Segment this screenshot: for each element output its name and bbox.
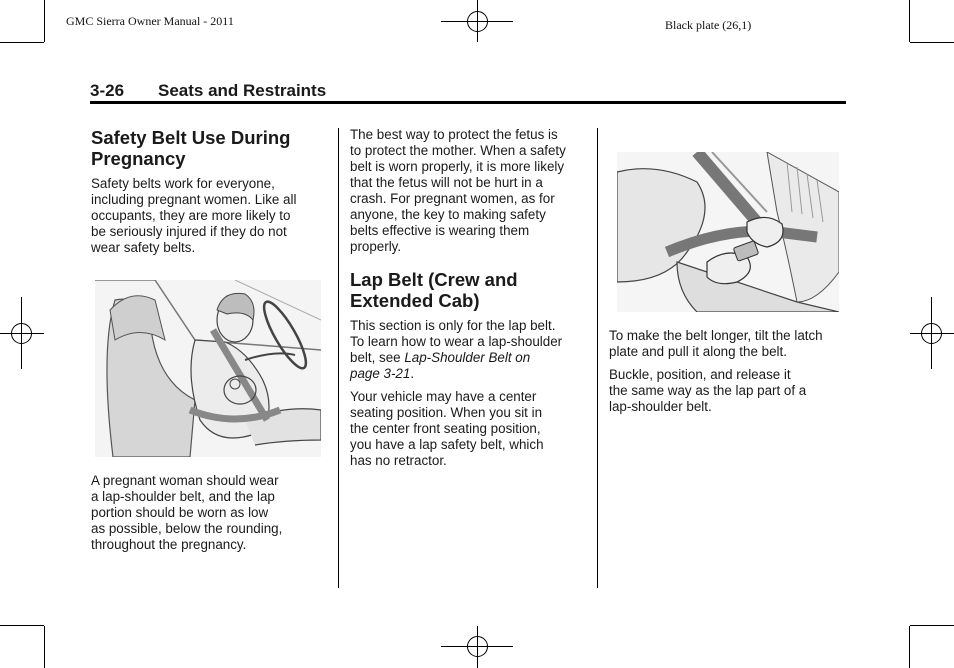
- intro-paragraph: Safety belts work for everyone, including pregnant women. Like all occupants, they are more likely to be seriously injured if they do not wear safety belts.: [91, 176, 297, 255]
- crop-mark-br-h: [910, 625, 954, 626]
- page-number: 3-26: [90, 81, 125, 100]
- belt-longer-paragraph: To make the belt longer, tilt the latch plate and pull it along the belt.: [609, 328, 823, 359]
- column-divider-1: [338, 128, 339, 588]
- crop-mark-tr-h: [910, 42, 954, 43]
- crop-mark-tl-v: [44, 0, 45, 42]
- crop-mark-bl-v: [44, 626, 45, 668]
- section-title: Seats and Restraints: [158, 81, 327, 100]
- cross-reference-link[interactable]: Lap-Shoulder Belt on: [404, 350, 531, 365]
- fetus-protection-paragraph: The best way to protect the fetus is to protect the mother. When a safety belt is worn properly, it is more likely that the fetus will not be hurt in a crash. For pregnant women, as for anyone, the key to making safety belts effective is wearing them properly.: [350, 127, 566, 254]
- header-rule: [90, 101, 846, 104]
- crop-mark-bl-h: [0, 625, 44, 626]
- buckle-paragraph: Buckle, position, and release it the same way as the lap part of a lap-shoulder belt.: [609, 367, 807, 414]
- plate-number: Black plate (26,1): [665, 18, 752, 32]
- latch-plate-illustration: [617, 152, 839, 312]
- lap-belt-scope-paragraph: This section is only for the lap belt. To learn how to wear a lap-shoulder belt, see Lap-Shoulder Belt on page 3-21.: [350, 318, 563, 381]
- crop-mark-br-v: [909, 626, 910, 668]
- column-divider-2: [597, 128, 598, 588]
- heading-safety-belt-pregnancy: Safety Belt Use During Pregnancy: [91, 127, 291, 169]
- crop-mark-tr-v: [909, 0, 910, 42]
- lap-belt-advice-paragraph: A pregnant woman should wear a lap-shoulder belt, and the lap portion should be worn as low as possible, below the rounding, throughout the pregnancy.: [91, 473, 283, 552]
- crop-mark-tl-h: [0, 42, 44, 43]
- cross-reference-page[interactable]: page 3-21: [350, 366, 411, 381]
- center-seat-paragraph: Your vehicle may have a center seating position. When you sit in the center front seating position, you have a lap safety belt, which has no retractor.: [350, 389, 544, 468]
- heading-lap-belt: Lap Belt (Crew and Extended Cab): [350, 269, 518, 311]
- pregnant-woman-illustration: [95, 280, 321, 457]
- plate-title: GMC Sierra Owner Manual - 2011: [66, 14, 234, 28]
